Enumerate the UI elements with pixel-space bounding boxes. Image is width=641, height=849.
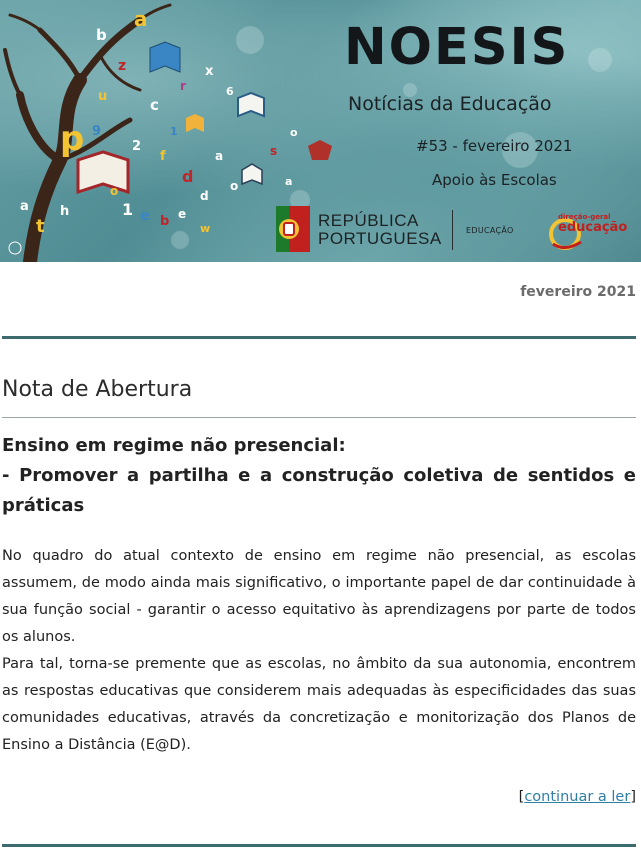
svg-text:o: o bbox=[230, 179, 239, 193]
svg-text:b: b bbox=[160, 214, 170, 229]
issue-label: #53 - fevereiro 2021 bbox=[416, 137, 573, 155]
svg-text:f: f bbox=[160, 149, 166, 164]
portugal-coat-of-arms-icon bbox=[276, 206, 310, 252]
issue-date: fevereiro 2021 bbox=[520, 284, 636, 300]
section-divider-top bbox=[2, 336, 636, 339]
svg-text:d: d bbox=[182, 167, 194, 186]
read-more bbox=[519, 789, 636, 805]
newsletter-subtitle: Notícias da Educação bbox=[348, 93, 552, 115]
article-paragraph-1: No quadro do atual contexto de ensino em regime não presencial, as escolas assumem, de modo ainda mais significativo, o importante papel de dar continuidade à sua função social - garantir o acesso equitativo às aprendizagens por parte de todos os alunos. bbox=[2, 548, 636, 645]
svg-text:2: 2 bbox=[132, 139, 142, 154]
headline-line-1: Ensino em regime não presencial: bbox=[2, 435, 346, 456]
republica-portuguesa-logo bbox=[318, 212, 442, 248]
dge-label-big: educação bbox=[558, 220, 628, 235]
svg-text:o: o bbox=[290, 126, 298, 139]
section-divider-bottom bbox=[2, 844, 636, 847]
svg-text:r: r bbox=[180, 79, 186, 93]
read-more-close-bracket: ] bbox=[630, 789, 636, 805]
svg-text:u: u bbox=[98, 89, 108, 104]
newsletter-title: NOESIS bbox=[344, 18, 570, 77]
svg-text:o: o bbox=[110, 184, 119, 198]
svg-text:1: 1 bbox=[122, 200, 134, 219]
section-title: Nota de Abertura bbox=[2, 377, 193, 402]
svg-text:e: e bbox=[178, 207, 187, 221]
svg-text:c: c bbox=[150, 96, 159, 114]
svg-text:w: w bbox=[200, 222, 211, 235]
svg-text:6: 6 bbox=[226, 85, 234, 98]
svg-text:d: d bbox=[200, 189, 209, 203]
newsletter-banner bbox=[0, 0, 641, 262]
svg-text:p: p bbox=[60, 119, 85, 159]
svg-text:b: b bbox=[96, 26, 107, 44]
headline-line-2: - Promover a partilha e a construção coletiva de sentidos e práticas bbox=[2, 465, 636, 516]
article-paragraph-2: Para tal, torna-se premente que as escolas, no âmbito da sua autonomia, encontrem as respostas educativas que considerem mais adequadas às especificidades das suas comunidades educativas, através da concretização e monitorização dos Planos de Ensino a Distância (E@D). bbox=[2, 656, 636, 753]
svg-text:a: a bbox=[215, 149, 224, 163]
continue-reading-link[interactable]: continuar a ler bbox=[524, 789, 631, 805]
svg-text:s: s bbox=[270, 144, 278, 158]
svg-text:1: 1 bbox=[170, 125, 178, 138]
svg-text:a: a bbox=[20, 199, 29, 214]
article-headline bbox=[2, 431, 636, 521]
read-more-open-bracket: [ bbox=[518, 789, 525, 805]
section-title-underline bbox=[2, 417, 636, 418]
svg-text:z: z bbox=[118, 58, 127, 74]
dge-label-small: direção-geral bbox=[558, 213, 611, 221]
svg-text:x: x bbox=[205, 64, 214, 79]
svg-text:a: a bbox=[134, 7, 148, 31]
tagline: Apoio às Escolas bbox=[432, 171, 557, 189]
svg-text:e: e bbox=[140, 208, 150, 224]
svg-text:9: 9 bbox=[92, 124, 102, 139]
educacao-label: EDUCAÇÃO bbox=[466, 226, 514, 235]
svg-text:t: t bbox=[36, 216, 45, 237]
republica-line-2: PORTUGUESA bbox=[318, 229, 442, 248]
logo-divider bbox=[452, 210, 453, 250]
svg-text:a: a bbox=[285, 175, 293, 188]
svg-text:h: h bbox=[60, 204, 70, 219]
republica-line-1: REPÚBLICA bbox=[318, 211, 419, 230]
